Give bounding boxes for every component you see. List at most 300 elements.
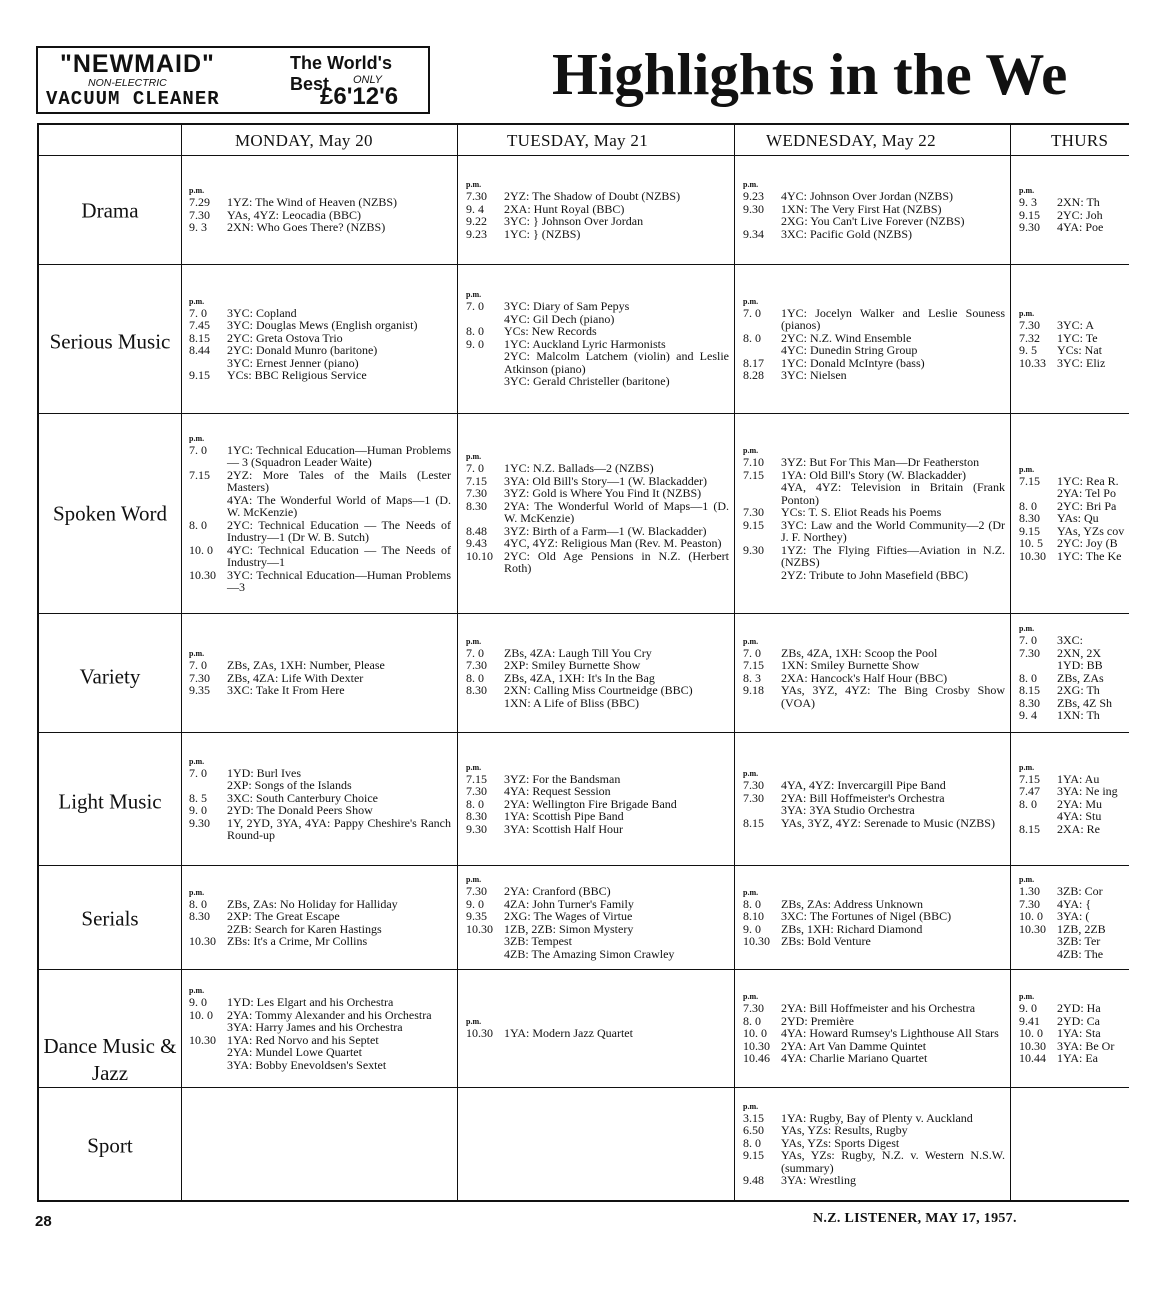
entry-time	[743, 344, 781, 357]
entry-program: 3YA: Harry James and his Orchestra	[227, 1020, 403, 1034]
entry-time: 10.30	[1019, 921, 1046, 936]
entry-program: 1YA: Rugby, Bay of Plenty v. Auckland	[781, 1110, 973, 1125]
entry-time: 9.43	[466, 536, 487, 550]
category-variety: Variety	[79, 664, 141, 689]
entry-program: 2YD: Première	[781, 1013, 854, 1028]
schedule-entry	[466, 659, 729, 672]
entry-time: 7.45	[189, 318, 210, 332]
entry-time: 8. 3	[743, 670, 761, 685]
schedule-cell-serials-mon	[189, 887, 451, 948]
entry-program: 2YA: Wellington Fire Brigade Band	[504, 796, 677, 811]
entry-program: 2XP: Songs of the Islands	[227, 778, 352, 792]
schedule-entry	[1019, 1052, 1149, 1065]
entry-time: 9.22	[466, 214, 487, 228]
pm-label: p.m.	[743, 769, 759, 778]
schedule-entry	[466, 215, 729, 228]
entry-program: 2YC: Malcolm Latchem (violin) and Leslie Atkinson (piano)	[504, 349, 729, 376]
pm-label: p.m.	[466, 1017, 482, 1026]
entry-time: 9.48	[743, 1173, 764, 1187]
entry-time	[1019, 935, 1057, 948]
entry-time: 7.15	[189, 467, 210, 482]
pm-label: p.m.	[1019, 309, 1035, 318]
schedule-entry	[1019, 948, 1149, 961]
entry-program: 4ZB: The Amazing Simon Crawley	[504, 946, 675, 961]
schedule-entry	[1019, 634, 1149, 647]
entry-time: 9.15	[743, 1148, 764, 1162]
entry-time: 1.30	[1019, 884, 1040, 898]
highlights-grid	[37, 123, 1129, 1202]
entry-time: 8.15	[743, 815, 764, 830]
schedule-cell-dance-mon	[189, 985, 451, 1071]
entry-time: 8.44	[189, 343, 210, 357]
entry-time: 9. 4	[466, 201, 484, 216]
footer-publication: N.Z. LISTENER, MAY 17, 1957.	[813, 1211, 1017, 1226]
schedule-entry	[743, 506, 1005, 519]
entry-time	[466, 697, 504, 710]
pm-label: p.m.	[466, 290, 482, 299]
entry-time: 10. 0	[1019, 909, 1043, 923]
schedule-entry	[743, 456, 1005, 469]
entry-program: 2YA: Tommy Alexander and his Orchestra	[227, 1007, 432, 1022]
schedule-entry	[466, 935, 729, 948]
entry-time: 9. 0	[189, 803, 207, 817]
entry-program: 3YC: Douglas Mews (English organist)	[227, 318, 418, 332]
entry-program: 4YC, 4YZ: Religious Man (Rev. M. Peaston)	[504, 536, 722, 550]
entry-time: 7.30	[743, 790, 764, 805]
entry-program: YCs: Nat	[1057, 343, 1102, 357]
schedule-entry	[743, 1052, 1005, 1065]
entry-program: 2YZ: The Shadow of Doubt (NZBS)	[504, 189, 681, 203]
schedule-entry	[466, 697, 729, 710]
entry-program: YAs, YZs: Sports Digest	[781, 1135, 900, 1150]
entry-program: 2YZ: Tribute to John Masefield (BBC)	[781, 567, 969, 582]
schedule-cell-serious-wed	[743, 296, 1005, 382]
entry-program: 2YZ: More Tales of the Mails (Lester Masters)	[227, 467, 451, 494]
entry-program: 1YA: Sta	[1057, 1026, 1101, 1040]
schedule-entry	[743, 804, 1005, 817]
day-header-thursday: THURS	[1051, 131, 1109, 150]
entry-time: 8. 5	[189, 790, 207, 805]
pm-label: p.m.	[189, 986, 205, 995]
entry-time: 8.30	[1019, 695, 1040, 710]
entry-program: YAs: Qu	[1057, 511, 1099, 525]
entry-program: 4YA: {	[1057, 896, 1092, 911]
entry-time: 8.30	[466, 809, 487, 823]
schedule-cell-serious-mon	[189, 296, 451, 382]
entry-time: 7.30	[1019, 318, 1040, 332]
schedule-cell-dance-tue	[466, 1016, 729, 1040]
entry-time: 9.30	[743, 201, 764, 216]
entry-time: 9.23	[466, 226, 487, 241]
entry-time: 8.28	[743, 368, 764, 382]
entry-time: 10.30	[189, 567, 216, 582]
pm-label: p.m.	[743, 992, 759, 1001]
schedule-cell-drama-thu	[1019, 185, 1149, 234]
entry-program: 4YA: Charlie Mariano Quartet	[781, 1051, 928, 1065]
entry-program: 4YA: Howard Rumsey's Lighthouse All Stars	[781, 1026, 999, 1040]
entry-program: 4YA, 4YZ: Invercargill Pipe Band	[781, 778, 946, 792]
entry-time: 9.30	[466, 821, 487, 836]
schedule-entry	[743, 519, 1005, 544]
schedule-entry	[466, 300, 729, 313]
category-sport: Sport	[87, 1133, 133, 1158]
entry-program: 4YA: Request Session	[504, 784, 611, 798]
schedule-cell-light-wed	[743, 768, 1005, 829]
entry-time: 8.30	[466, 498, 487, 513]
entry-program: 3YZ: But For This Man—Dr Featherston	[781, 455, 980, 469]
entry-time: 8. 0	[1019, 670, 1037, 685]
entry-program: 4ZB: The	[1057, 946, 1104, 961]
ad-slogan: The World's Best	[290, 53, 392, 94]
schedule-entry	[743, 1124, 1005, 1137]
entry-program: 3YC: Technical Education—Human Problems—3	[227, 567, 451, 594]
pm-label: p.m.	[743, 1101, 759, 1111]
entry-program: YAs, 4YZ: Leocadia (BBC)	[227, 207, 361, 222]
schedule-entry	[189, 196, 451, 209]
entry-program: 2YD: Ca	[1057, 1013, 1100, 1028]
schedule-entry	[189, 1046, 451, 1059]
entry-time: 10. 0	[743, 1026, 767, 1040]
entry-program: ZBs: Bold Venture	[781, 934, 871, 948]
entry-program: 1YD: Les Elgart and his Orchestra	[227, 995, 394, 1009]
schedule-entry	[466, 375, 729, 388]
pm-label: p.m.	[743, 296, 759, 306]
schedule-cell-spoken-mon	[189, 433, 451, 594]
entry-time: 7.30	[466, 189, 487, 203]
entry-program: ZBs, 1XH: Richard Diamond	[781, 921, 923, 936]
entry-program: 2YC: N.Z. Wind Ensemble	[781, 330, 912, 345]
entry-time: 9.30	[743, 542, 764, 557]
entry-time: 7. 0	[743, 645, 761, 660]
schedule-cell-variety-wed	[743, 636, 1005, 710]
entry-program: 3YC: Law and the World Community—2 (Dr J. F. Northey)	[781, 517, 1005, 544]
schedule-entry	[743, 1149, 1005, 1174]
entry-program: 1YA: Old Bill's Story (W. Blackadder)	[781, 467, 967, 482]
entry-program: 3YZ: For the Bandsman	[504, 771, 621, 786]
entry-time: 7.30	[466, 884, 487, 898]
entry-program: 3ZB: Cor	[1057, 884, 1103, 898]
entry-time: 9.15	[743, 517, 764, 532]
schedule-entry	[743, 817, 1005, 830]
pm-label: p.m.	[189, 296, 205, 306]
schedule-entry	[466, 684, 729, 697]
entry-program: 2YC: Greta Ostova Trio	[227, 330, 343, 345]
entry-program: 3YA: Be Or	[1057, 1038, 1115, 1053]
schedule-cell-light-mon	[189, 756, 451, 842]
entry-time	[189, 1046, 227, 1059]
schedule-entry	[1019, 487, 1149, 500]
entry-program: 2XG: You Can't Live Forever (NZBS)	[781, 214, 965, 228]
schedule-entry	[466, 550, 729, 575]
entry-time: 9. 0	[466, 896, 484, 911]
row-divider	[39, 969, 1129, 970]
pm-label: p.m.	[189, 186, 205, 195]
entry-time: 10.30	[743, 934, 770, 948]
schedule-cell-drama-wed	[743, 179, 1005, 240]
schedule-entry	[189, 1021, 451, 1034]
entry-time: 8.15	[189, 330, 210, 345]
entry-time: 9.41	[1019, 1013, 1040, 1028]
entry-program: 1YC: N.Z. Ballads—2 (NZBS)	[504, 461, 654, 475]
entry-program: 1YC: The Ke	[1057, 548, 1122, 563]
pm-label: p.m.	[466, 636, 482, 646]
entry-time: 9.35	[189, 683, 210, 697]
entry-time: 10.33	[1019, 355, 1046, 370]
entry-program: YCs: T. S. Eliot Reads his Poems	[781, 505, 942, 519]
schedule-entry	[743, 215, 1005, 228]
schedule-entry	[189, 369, 451, 382]
schedule-cell-serious-tue	[466, 289, 729, 388]
entry-program: 4ZA: John Turner's Family	[504, 896, 634, 911]
row-divider	[39, 155, 1129, 156]
entry-time: 9.18	[743, 683, 764, 697]
entry-time: 10.30	[1019, 1038, 1046, 1053]
schedule-entry	[1019, 935, 1149, 948]
entry-program: YAs, YZs: Results, Rugby	[781, 1123, 908, 1137]
schedule-entry	[743, 1002, 1005, 1015]
entry-program: 2YA: Art Van Damme Quintet	[781, 1038, 927, 1053]
schedule-cell-drama-tue	[466, 179, 729, 240]
entry-time: 8.30	[189, 909, 210, 923]
entry-program: 2ZB: Search for Karen Hastings	[227, 921, 382, 936]
schedule-entry	[743, 481, 1005, 506]
entry-time: 9. 0	[189, 995, 207, 1009]
entry-program: 1XN: The Very First Hat (NZBS)	[781, 201, 942, 216]
row-divider	[39, 1087, 1129, 1088]
category-dance-music-jazz: Dance Music & Jazz	[43, 1034, 177, 1085]
entry-program: 3XC: The Fortunes of Nigel (BBC)	[781, 909, 952, 923]
schedule-entry	[1019, 684, 1149, 697]
schedule-entry	[189, 804, 451, 817]
entry-time: 8. 0	[466, 796, 484, 811]
ad-price: £6'12'6	[320, 83, 399, 110]
entry-program: 4YA: Stu	[1057, 809, 1102, 823]
entry-time: 9.23	[743, 189, 764, 203]
schedule-entry	[466, 948, 729, 961]
schedule-entry	[466, 823, 729, 836]
entry-program: 3ZB: Ter	[1057, 934, 1101, 948]
entry-time: 7.30	[466, 658, 487, 672]
entry-program: ZBs, ZAs, 1XH: Number, Please	[227, 658, 385, 672]
schedule-cell-light-thu	[1019, 762, 1149, 836]
pm-label: p.m.	[1019, 624, 1035, 633]
entry-program: 3YC: Nielsen	[781, 368, 847, 382]
entry-time: 8. 0	[1019, 498, 1037, 513]
entry-time: 10.30	[189, 1032, 216, 1047]
entry-program: ZBs, 4ZA: Life With Dexter	[227, 670, 364, 685]
schedule-entry	[466, 325, 729, 338]
entry-program: 2XG: Th	[1057, 683, 1100, 697]
entry-time: 10.30	[466, 1026, 493, 1040]
entry-program: 1YC: Rea R.	[1057, 473, 1119, 488]
entry-time: 8. 0	[743, 1135, 761, 1150]
schedule-entry	[189, 319, 451, 332]
page-headline: Highlights in the We	[552, 41, 1068, 107]
entry-time: 10.30	[466, 921, 493, 936]
entry-time: 10. 0	[189, 542, 213, 557]
entry-program: 2YA: Mundel Lowe Quartet	[227, 1045, 362, 1059]
entry-program: 2XN, 2X	[1057, 645, 1101, 660]
entry-program: 1YC: Auckland Lyric Harmonists	[504, 336, 666, 351]
entry-program: YCs: New Records	[504, 324, 597, 338]
entry-program: 3XC: Pacific Gold (NZBS)	[781, 226, 912, 241]
entry-time: 7. 0	[466, 461, 484, 475]
entry-program: 1YA: Modern Jazz Quartet	[504, 1026, 633, 1040]
entry-program: 2XA: Hancock's Half Hour (BBC)	[781, 670, 948, 685]
schedule-cell-variety-thu	[1019, 623, 1149, 722]
schedule-entry	[1019, 319, 1149, 332]
entry-time: 9. 3	[189, 220, 207, 234]
entry-time: 10.30	[189, 934, 216, 948]
entry-time: 8. 0	[189, 896, 207, 911]
entry-time: 9.35	[466, 909, 487, 923]
column-divider	[457, 125, 458, 1200]
schedule-entry	[189, 684, 451, 697]
entry-program: 2XN: Who Goes There? (NZBS)	[227, 220, 386, 234]
entry-program: 4YA: The Wonderful World of Maps—1 (D. W. McKenzie)	[227, 492, 451, 519]
schedule-entry	[189, 519, 451, 544]
entry-program: 3ZB: Tempest	[504, 934, 572, 948]
entry-program: 1YZ: The Wind of Heaven (NZBS)	[227, 195, 398, 209]
row-divider	[39, 264, 1129, 265]
entry-time	[1019, 948, 1057, 961]
entry-program: 1ZB, 2ZB: Simon Mystery	[504, 921, 634, 936]
schedule-entry	[1019, 537, 1149, 550]
schedule-entry	[1019, 659, 1149, 672]
entry-time	[466, 350, 504, 375]
entry-program: 3YC: Gerald Christeller (baritone)	[504, 374, 670, 388]
entry-program: 1XN: A Life of Bliss (BBC)	[504, 695, 640, 710]
schedule-entry	[743, 569, 1005, 582]
entry-program: 1XN: Th	[1057, 708, 1100, 722]
entry-program: 1YA: Scottish Pipe Band	[504, 809, 624, 823]
schedule-entry	[1019, 709, 1149, 722]
schedule-entry	[743, 659, 1005, 672]
schedule-entry	[189, 221, 451, 234]
entry-time	[189, 494, 227, 519]
entry-time: 7.30	[743, 1001, 764, 1015]
entry-program: 2YD: The Donald Peers Show	[227, 803, 373, 817]
entry-time: 8. 0	[743, 1013, 761, 1028]
entry-time	[189, 1059, 227, 1072]
entry-program: 3YC: Copland	[227, 305, 297, 320]
pm-label: p.m.	[1019, 875, 1035, 884]
entry-program: ZBs, 4ZA, 1XH: It's In the Bag	[504, 670, 655, 685]
entry-time: 10. 5	[1019, 536, 1043, 550]
entry-program: 1YD: Burl Ives	[227, 765, 301, 780]
day-header-wednesday: WEDNESDAY, May 22	[766, 131, 936, 150]
entry-program: 4YC: Johnson Over Jordan (NZBS)	[781, 189, 953, 203]
schedule-cell-variety-mon	[189, 648, 451, 697]
pm-label: p.m.	[1019, 464, 1035, 474]
entry-time: 8. 0	[189, 517, 207, 532]
schedule-entry	[466, 537, 729, 550]
schedule-cell-variety-tue	[466, 636, 729, 710]
pm-label: p.m.	[743, 887, 759, 897]
entry-program: 3YA: Wrestling	[781, 1173, 856, 1187]
pm-label: p.m.	[1019, 992, 1035, 1001]
schedule-entry	[1019, 785, 1149, 798]
schedule-cell-light-tue	[466, 762, 729, 836]
schedule-cell-dance-wed	[743, 991, 1005, 1065]
category-serials: Serials	[81, 906, 139, 931]
day-header-monday: MONDAY, May 20	[235, 131, 373, 150]
schedule-entry	[1019, 810, 1149, 823]
entry-program: 2YA: The Wonderful World of Maps—1 (D. W. McKenzie)	[504, 498, 729, 525]
entry-program: 2YA: Mu	[1057, 796, 1103, 811]
schedule-cell-serials-tue	[466, 874, 729, 960]
entry-time: 8. 0	[466, 324, 484, 338]
schedule-cell-spoken-tue	[466, 451, 729, 575]
schedule-entry	[743, 1174, 1005, 1187]
schedule-entry	[466, 785, 729, 798]
entry-program: 4YC: Dunedin String Group	[781, 343, 918, 357]
entry-time: 9.30	[189, 815, 210, 830]
entry-time: 7.30	[189, 207, 210, 222]
ad-product: VACUUM CLEANER	[46, 88, 220, 110]
schedule-cell-serials-wed	[743, 887, 1005, 948]
schedule-entry	[743, 910, 1005, 923]
entry-program: 3YC: A	[1057, 318, 1095, 332]
entry-time: 10. 0	[1019, 1026, 1043, 1040]
entry-time: 8. 0	[466, 670, 484, 685]
entry-time	[1019, 487, 1057, 500]
schedule-entry	[189, 996, 451, 1009]
entry-program: 4YA: Poe	[1057, 220, 1104, 234]
entry-program: 3YZ: Birth of a Farm—1 (W. Blackadder)	[504, 523, 707, 538]
schedule-entry	[189, 779, 451, 792]
entry-time: 8.15	[1019, 683, 1040, 697]
entry-time: 7.47	[1019, 784, 1040, 798]
entry-program: 3YA: 3YA Studio Orchestra	[781, 803, 915, 817]
entry-time	[743, 804, 781, 817]
entry-program: 1Y, 2YD, 3YA, 4YA: Pappy Cheshire's Ranch Round-up	[227, 815, 451, 842]
schedule-entry	[466, 810, 729, 823]
footer-page-number: 28	[35, 1213, 52, 1230]
entry-time: 7.15	[466, 771, 487, 786]
schedule-entry	[466, 462, 729, 475]
pm-label: p.m.	[189, 433, 205, 443]
entry-program: 3YA: Old Bill's Story—1 (W. Blackadder)	[504, 473, 708, 488]
entry-program: 2YC: Old Age Pensions in N.Z. (Herbert Roth)	[504, 548, 729, 575]
entry-time: 9. 5	[1019, 343, 1037, 357]
entry-program: 2YA: Bill Hoffmeister and his Orchestra	[781, 1001, 976, 1015]
entry-time: 7.32	[1019, 330, 1040, 345]
entry-program: 4YC: Technical Education — The Needs of Industry—1	[227, 542, 451, 569]
entry-program: 1YC: Te	[1057, 330, 1098, 345]
schedule-entry	[189, 494, 451, 519]
entry-program: ZBs: It's a Crime, Mr Collins	[227, 934, 368, 948]
entry-time	[466, 375, 504, 388]
entry-program: 1YZ: The Flying Fifties—Aviation in N.Z. (NZBS)	[781, 542, 1005, 569]
entry-time: 9.15	[189, 368, 210, 382]
entry-time: 7. 0	[189, 305, 207, 320]
schedule-entry	[1019, 357, 1149, 370]
entry-program: 2YC: Joh	[1057, 207, 1103, 222]
schedule-entry	[743, 369, 1005, 382]
entry-program: 3XC:	[1057, 633, 1084, 647]
entry-program: 2XA: Re	[1057, 821, 1100, 836]
entry-program: 1ZB, 2ZB	[1057, 921, 1106, 936]
schedule-entry	[189, 469, 451, 494]
entry-time: 9. 0	[743, 921, 761, 936]
entry-program: 4YC: Gil Dech (piano)	[504, 311, 615, 326]
schedule-entry	[743, 1027, 1005, 1040]
entry-time: 7.15	[1019, 473, 1040, 488]
schedule-cell-spoken-wed	[743, 445, 1005, 581]
schedule-entry	[1019, 196, 1149, 209]
schedule-entry	[1019, 221, 1149, 234]
